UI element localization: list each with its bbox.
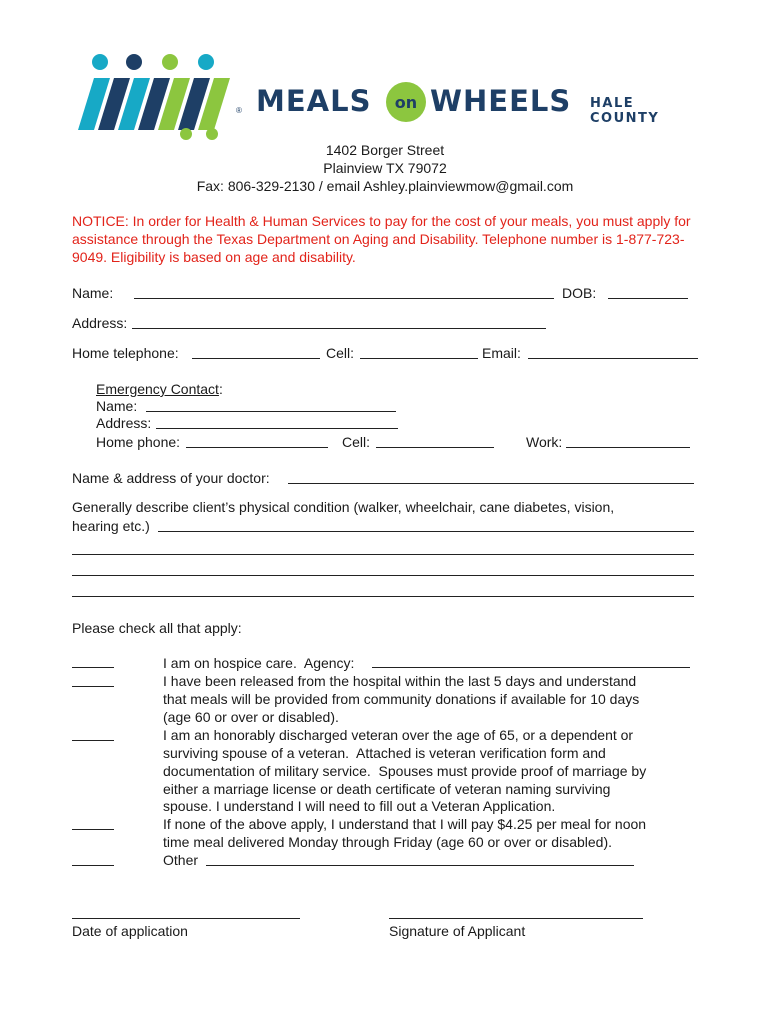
home-telephone-field[interactable] — [192, 358, 320, 359]
emergency-name-field[interactable] — [146, 411, 396, 412]
email-field[interactable] — [528, 358, 698, 359]
dob-field[interactable] — [608, 298, 688, 299]
condition-field-line2[interactable] — [72, 554, 694, 555]
condition-label-line2: hearing etc.) — [72, 518, 150, 534]
people-figures-icon — [70, 52, 240, 144]
emergency-contact-heading-text: Emergency Contact — [96, 381, 219, 397]
emergency-work-label: Work: — [526, 434, 563, 450]
option-veteran-line5: spouse. I understand I will need to fill out a Veteran Application. — [163, 798, 556, 814]
condition-label-line1: Generally describe client’s physical condition (walker, wheelchair, cane diabetes, vision, — [72, 499, 615, 515]
address-line-2: Plainview TX 79072 — [323, 160, 447, 176]
cell-label: Cell: — [326, 345, 355, 361]
notice-text: NOTICE: In order for Health & Human Services to pay for the cost of your meals, you must apply for assistance through the Texas Department on Aging and Disability. Telephone number is 1-877-723-9049. Eligibility is based on age and disability. — [72, 213, 691, 265]
option-other: Other — [163, 852, 199, 868]
emergency-cell-label: Cell: — [342, 434, 371, 450]
condition-field-line4[interactable] — [72, 596, 694, 597]
signature-label: Signature of Applicant — [389, 923, 526, 939]
email-label: Email: — [482, 345, 521, 361]
brand-meals: MEALS — [256, 84, 372, 118]
doctor-label: Name & address of your doctor: — [72, 470, 270, 486]
emergency-home-phone-field[interactable] — [186, 447, 328, 448]
check-pay[interactable] — [72, 829, 114, 830]
option-veteran-line2: surviving spouse of a veteran. Attached is veteran verification form and — [163, 745, 606, 761]
option-veteran-line4: either a marriage license or death certificate of veteran naming surviving — [163, 781, 611, 797]
emergency-address-label: Address: — [96, 415, 152, 431]
date-of-application-label: Date of application — [72, 923, 188, 939]
check-other[interactable] — [72, 865, 114, 866]
emergency-contact-heading — [96, 380, 223, 398]
check-hospice[interactable] — [72, 667, 114, 668]
brand-county: HALE COUNTY — [590, 96, 660, 126]
dob-label: DOB: — [562, 285, 597, 301]
address-line-1: 1402 Borger Street — [325, 142, 445, 158]
condition-field-line3[interactable] — [72, 575, 694, 576]
meals-on-wheels-logo — [70, 52, 700, 144]
option-hospital-line3: (age 60 or over or disabled). — [163, 709, 339, 725]
check-hospital[interactable] — [72, 686, 114, 687]
name-label: Name: — [72, 285, 114, 301]
registered-mark: ® — [236, 106, 242, 115]
home-telephone-label: Home telephone: — [72, 345, 179, 361]
condition-field-line1[interactable] — [158, 531, 694, 532]
option-hospice: I am on hospice care. Agency: — [163, 655, 355, 671]
emergency-work-field[interactable] — [566, 447, 690, 448]
contact-line: Fax: 806-329-2130 / email Ashley.plainviewmow@gmail.com — [196, 178, 574, 194]
address-field[interactable] — [132, 328, 546, 329]
signature-field[interactable] — [389, 918, 643, 919]
option-hospital-line2: that meals will be provided from community donations if available for 10 days — [163, 691, 640, 707]
option-veteran-line1: I am an honorably discharged veteran over the age of 65, or a dependent or — [163, 727, 634, 743]
name-field[interactable] — [134, 298, 554, 299]
option-pay-line2: time meal delivered Monday through Friday (age 60 or over or disabled). — [163, 834, 613, 850]
option-veteran-line3: documentation of military service. Spouses must provide proof of marriage by — [163, 763, 647, 779]
emergency-address-field[interactable] — [156, 428, 398, 429]
other-field[interactable] — [206, 865, 634, 866]
brand-on-badge: on — [386, 82, 426, 122]
address-label: Address: — [72, 315, 128, 331]
option-hospital-line1: I have been released from the hospital within the last 5 days and understand — [163, 673, 637, 689]
cell-field[interactable] — [360, 358, 478, 359]
date-of-application-field[interactable] — [72, 918, 300, 919]
brand-wheels: WHEELS — [430, 84, 572, 118]
emergency-name-label: Name: — [96, 398, 138, 414]
emergency-cell-field[interactable] — [376, 447, 494, 448]
check-veteran[interactable] — [72, 740, 114, 741]
check-heading: Please check all that apply: — [72, 620, 242, 636]
option-pay-line1: If none of the above apply, I understand that I will pay $4.25 per meal for noon — [163, 816, 647, 832]
emergency-home-phone-label: Home phone: — [96, 434, 181, 450]
hospice-agency-field[interactable] — [372, 667, 690, 668]
emergency-contact-colon: : — [218, 381, 223, 397]
doctor-field[interactable] — [288, 483, 694, 484]
